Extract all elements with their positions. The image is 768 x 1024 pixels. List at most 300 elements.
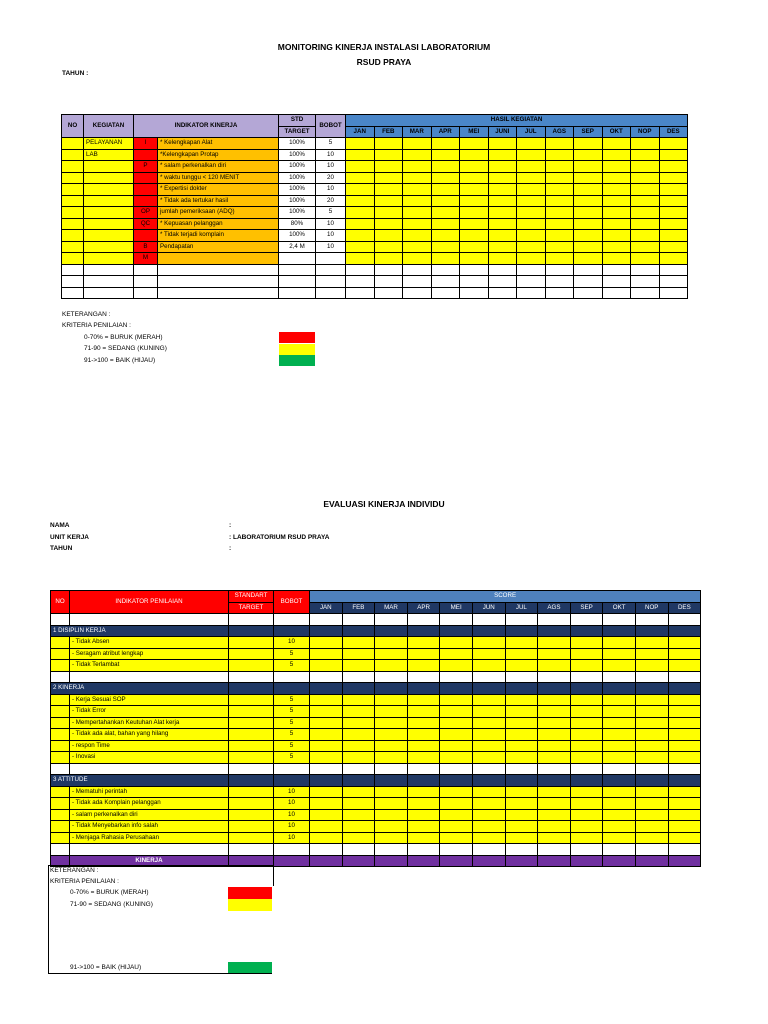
cell-hasil (431, 253, 460, 265)
section-cell (375, 683, 408, 695)
cell-hasil (545, 172, 574, 184)
cell-score (668, 729, 701, 741)
cell-blank (603, 844, 636, 856)
cell-blank (375, 844, 408, 856)
cell-score (310, 786, 343, 798)
cell-score (603, 717, 636, 729)
cell-score (472, 717, 505, 729)
cell-hasil (403, 161, 432, 173)
nama-colon: : (229, 522, 232, 529)
cell-hasil (602, 230, 631, 242)
score-month-header: JUN (472, 602, 505, 614)
cell-hasil (602, 195, 631, 207)
section-cell (407, 775, 440, 787)
item-label: - Inovasi (70, 752, 229, 764)
item-bobot: 5 (274, 740, 310, 752)
cell-kegiatan (84, 195, 134, 207)
cell-hasil (545, 184, 574, 196)
item-bobot: 10 (274, 798, 310, 810)
cell-bobot: 20 (316, 172, 346, 184)
cell-score (440, 660, 473, 672)
cell-bobot: 10 (316, 230, 346, 242)
col-header-std: STD (279, 115, 316, 127)
cell-hasil (460, 149, 489, 161)
cell-blank (538, 671, 571, 683)
cell-hasil (659, 230, 688, 242)
cell-no (62, 161, 84, 173)
table-row (62, 253, 688, 265)
doc1-tahun-label: TAHUN : (62, 70, 89, 77)
month-header: JUL (517, 126, 546, 138)
cell-kegiatan (84, 264, 134, 276)
cell-score (668, 694, 701, 706)
section-cell (229, 775, 274, 787)
section-title: 1 DISIPLIN KERJA (51, 625, 229, 637)
score-month-header: JUL (505, 602, 538, 614)
cell-blank (472, 614, 505, 626)
cell-kegiatan (84, 253, 134, 265)
doc2-swatch-red (228, 887, 272, 899)
cell-no (62, 184, 84, 196)
cell-hasil (574, 195, 603, 207)
cell-hasil (574, 138, 603, 150)
cell-hasil (659, 276, 688, 288)
cell-score (668, 648, 701, 660)
cell-hasil (574, 287, 603, 299)
cell-target (229, 832, 274, 844)
cell-blank (603, 671, 636, 683)
cell-score (668, 798, 701, 810)
cell-hasil (631, 287, 660, 299)
section-cell (342, 775, 375, 787)
cell-hasil (346, 253, 375, 265)
cell-score (603, 798, 636, 810)
cell-hasil (431, 287, 460, 299)
cell-indikator: * salam perkenalkan diri (158, 161, 279, 173)
cell-score (407, 786, 440, 798)
cell-score (635, 740, 668, 752)
score-month-header: JAN (310, 602, 343, 614)
section-cell (538, 775, 571, 787)
doc2-bottom-line (48, 973, 272, 974)
section-cell (570, 625, 603, 637)
item-label: - respon Time (70, 740, 229, 752)
cell-hasil (403, 138, 432, 150)
cell-hasil (545, 241, 574, 253)
item-bobot: 5 (274, 694, 310, 706)
cell-bobot: 10 (316, 184, 346, 196)
cell-score (440, 648, 473, 660)
table-row (62, 276, 688, 288)
cell-score (472, 660, 505, 672)
cell-score (407, 798, 440, 810)
cell-hasil (431, 195, 460, 207)
cell-hasil (602, 149, 631, 161)
cell-code: B (134, 241, 158, 253)
cell-hasil (659, 253, 688, 265)
cell-score (538, 694, 571, 706)
section-cell (229, 625, 274, 637)
cell-code (134, 195, 158, 207)
cell-hasil (346, 241, 375, 253)
cell-hasil (545, 195, 574, 207)
cell-blank (570, 763, 603, 775)
cell-score (375, 786, 408, 798)
cell-target: 100% (279, 195, 316, 207)
cell-hasil (374, 161, 403, 173)
doc2-keterangan: KETERANGAN : (50, 867, 99, 874)
table-row (51, 671, 701, 683)
cell-score (603, 694, 636, 706)
cell-target: 100% (279, 161, 316, 173)
cell-score (310, 694, 343, 706)
table-row (62, 161, 688, 173)
section-row (51, 775, 701, 787)
item-row (51, 821, 701, 833)
cell-score (472, 740, 505, 752)
section-cell (635, 625, 668, 637)
cell-score (668, 752, 701, 764)
cell-hasil (545, 264, 574, 276)
cell-hasil (488, 161, 517, 173)
cell-hasil (460, 172, 489, 184)
kinerja-cell (407, 855, 440, 867)
cell-hasil (346, 184, 375, 196)
cell-hasil (517, 230, 546, 242)
cell-target (229, 740, 274, 752)
cell-score (407, 637, 440, 649)
cell-score (668, 832, 701, 844)
cell-code (134, 276, 158, 288)
cell-blank (70, 844, 229, 856)
cell-hasil (488, 184, 517, 196)
cell-score (570, 786, 603, 798)
cell-no (51, 752, 70, 764)
cell-score (668, 821, 701, 833)
cell-hasil (574, 161, 603, 173)
cell-target (229, 660, 274, 672)
cell-bobot: 10 (316, 218, 346, 230)
table-row (51, 763, 701, 775)
cell-hasil (460, 138, 489, 150)
cell-score (472, 752, 505, 764)
cell-score (635, 798, 668, 810)
kinerja-cell (472, 855, 505, 867)
cell-blank (51, 614, 70, 626)
cell-score (505, 809, 538, 821)
cell-score (570, 648, 603, 660)
item-row (51, 798, 701, 810)
cell-blank (274, 671, 310, 683)
cell-score (310, 637, 343, 649)
cell-hasil (374, 218, 403, 230)
cell-score (635, 694, 668, 706)
cell-hasil (431, 241, 460, 253)
cell-hasil (545, 253, 574, 265)
cell-blank (70, 614, 229, 626)
cell-bobot: 5 (316, 207, 346, 219)
cell-hasil (488, 253, 517, 265)
cell-hasil (460, 207, 489, 219)
cell-no (51, 648, 70, 660)
cell-score (472, 786, 505, 798)
cell-no (51, 821, 70, 833)
cell-score (407, 706, 440, 718)
section-cell (505, 625, 538, 637)
cell-hasil (602, 138, 631, 150)
cell-bobot (316, 276, 346, 288)
cell-no (51, 694, 70, 706)
tahun-colon: : (229, 545, 232, 552)
item-bobot: 10 (274, 637, 310, 649)
cell-hasil (574, 149, 603, 161)
cell-score (570, 637, 603, 649)
cell-blank (603, 763, 636, 775)
cell-hasil (517, 264, 546, 276)
cell-hasil (545, 218, 574, 230)
month-header: JUNI (488, 126, 517, 138)
cell-hasil (403, 287, 432, 299)
cell-hasil (659, 138, 688, 150)
cell-hasil (488, 172, 517, 184)
table-row (62, 287, 688, 299)
cell-hasil (346, 264, 375, 276)
section-cell (603, 775, 636, 787)
cell-score (570, 740, 603, 752)
kinerja-label: KINERJA (70, 855, 229, 867)
cell-hasil (631, 276, 660, 288)
doc2-legend-buruk: 0-70% = BURUK (MERAH) (70, 889, 149, 896)
cell-hasil (602, 241, 631, 253)
cell-blank (51, 671, 70, 683)
cell-hasil (374, 149, 403, 161)
cell-blank (635, 671, 668, 683)
kinerja-cell (375, 855, 408, 867)
cell-score (603, 809, 636, 821)
cell-blank (668, 763, 701, 775)
score-month-header: MEI (440, 602, 473, 614)
cell-no (62, 287, 84, 299)
cell-score (310, 729, 343, 741)
cell-score (538, 821, 571, 833)
cell-score (668, 717, 701, 729)
doc1-swatch-red (279, 332, 315, 343)
item-bobot: 5 (274, 660, 310, 672)
cell-blank (375, 614, 408, 626)
cell-blank (70, 671, 229, 683)
cell-score (635, 786, 668, 798)
cell-hasil (460, 161, 489, 173)
cell-hasil (517, 184, 546, 196)
month-header: APR (431, 126, 460, 138)
cell-blank (407, 614, 440, 626)
cell-score (635, 729, 668, 741)
cell-hasil (460, 264, 489, 276)
month-header: FEB (374, 126, 403, 138)
cell-hasil (574, 264, 603, 276)
cell-score (375, 648, 408, 660)
cell-score (635, 660, 668, 672)
cell-blank (635, 614, 668, 626)
cell-bobot: 10 (316, 161, 346, 173)
cell-score (505, 694, 538, 706)
cell-score (440, 809, 473, 821)
cell-score (505, 798, 538, 810)
cell-hasil (374, 287, 403, 299)
score-month-header: SEP (570, 602, 603, 614)
cell-score (310, 821, 343, 833)
cell-score (375, 637, 408, 649)
cell-hasil (659, 264, 688, 276)
cell-score (375, 832, 408, 844)
cell-target: 100% (279, 230, 316, 242)
doc2-title: EVALUASI KINERJA INDIVIDU (323, 499, 445, 509)
cell-hasil (488, 264, 517, 276)
cell-indikator: * Kepuasan pelanggan (158, 218, 279, 230)
cell-hasil (488, 149, 517, 161)
section-cell (472, 775, 505, 787)
cell-score (635, 832, 668, 844)
cell-blank (440, 844, 473, 856)
cell-blank (407, 763, 440, 775)
cell-score (310, 740, 343, 752)
cell-hasil (574, 253, 603, 265)
section-cell (274, 683, 310, 695)
cell-no (62, 195, 84, 207)
cell-blank (472, 763, 505, 775)
cell-no (62, 276, 84, 288)
cell-blank (505, 671, 538, 683)
cell-no (62, 253, 84, 265)
cell-score (342, 729, 375, 741)
tahun-label: TAHUN (50, 545, 73, 552)
kinerja-cell (668, 855, 701, 867)
cell-score (407, 648, 440, 660)
cell-score (310, 717, 343, 729)
cell-code (134, 184, 158, 196)
cell-hasil (346, 161, 375, 173)
cell-score (342, 648, 375, 660)
cell-hasil (631, 207, 660, 219)
cell-hasil (431, 161, 460, 173)
month-header: OKT (602, 126, 631, 138)
cell-hasil (431, 184, 460, 196)
cell-hasil (374, 264, 403, 276)
cell-score (472, 798, 505, 810)
cell-score (342, 637, 375, 649)
cell-indikator: *Kelengkapan Protap (158, 149, 279, 161)
section-cell (603, 625, 636, 637)
cell-score (440, 740, 473, 752)
cell-target (279, 276, 316, 288)
section-cell (274, 625, 310, 637)
cell-hasil (517, 207, 546, 219)
cell-score (440, 717, 473, 729)
cell-blank (274, 614, 310, 626)
cell-score (635, 821, 668, 833)
table-row (62, 218, 688, 230)
cell-score (310, 809, 343, 821)
cell-hasil (374, 276, 403, 288)
cell-score (375, 729, 408, 741)
cell-target (229, 786, 274, 798)
score-month-header: APR (407, 602, 440, 614)
cell-hasil (403, 276, 432, 288)
cell-blank (310, 844, 343, 856)
cell-hasil (545, 276, 574, 288)
cell-score (342, 798, 375, 810)
cell-hasil (602, 161, 631, 173)
cell-score (538, 786, 571, 798)
cell-score (505, 717, 538, 729)
item-bobot: 10 (274, 832, 310, 844)
cell-score (505, 786, 538, 798)
cell-kegiatan (84, 287, 134, 299)
cell-score (538, 832, 571, 844)
cell-score (310, 798, 343, 810)
cell-score (603, 729, 636, 741)
score-month-header: AGS (538, 602, 571, 614)
cell-hasil (659, 149, 688, 161)
cell-blank (603, 614, 636, 626)
cell-hasil (545, 138, 574, 150)
cell-no (51, 717, 70, 729)
cell-score (668, 786, 701, 798)
cell-score (635, 648, 668, 660)
cell-no (51, 729, 70, 741)
section-cell (603, 683, 636, 695)
cell-hasil (659, 218, 688, 230)
cell-hasil (460, 241, 489, 253)
monitoring-table (61, 114, 688, 299)
cell-score (538, 752, 571, 764)
section-cell (274, 775, 310, 787)
cell-blank (472, 671, 505, 683)
cell-code: QC (134, 218, 158, 230)
cell-blank (407, 844, 440, 856)
cell-indikator: * Kelengkapan Alat (158, 138, 279, 150)
cell-hasil (460, 230, 489, 242)
cell-hasil (517, 276, 546, 288)
table-row (62, 230, 688, 242)
cell-no (62, 138, 84, 150)
col-header-indikator: INDIKATOR KINERJA (134, 115, 279, 138)
cell-blank (505, 614, 538, 626)
cell-blank (342, 671, 375, 683)
cell-score (310, 832, 343, 844)
cell-hasil (346, 149, 375, 161)
cell-no (51, 637, 70, 649)
cell-target: 2,4 M (279, 241, 316, 253)
cell-hasil (488, 207, 517, 219)
cell-target (229, 706, 274, 718)
month-header: MEI (460, 126, 489, 138)
cell-score (375, 694, 408, 706)
cell-score (505, 706, 538, 718)
cell-blank (538, 614, 571, 626)
cell-score (505, 752, 538, 764)
cell-score (538, 637, 571, 649)
evaluasi-table (50, 590, 701, 867)
item-row (51, 832, 701, 844)
item-row (51, 786, 701, 798)
cell-hasil (403, 241, 432, 253)
item-row (51, 729, 701, 741)
doc2-legend-baik: 91->100 = BAIK (HIJAU) (70, 964, 142, 971)
item-row (51, 660, 701, 672)
cell-score (472, 729, 505, 741)
item-bobot: 5 (274, 706, 310, 718)
